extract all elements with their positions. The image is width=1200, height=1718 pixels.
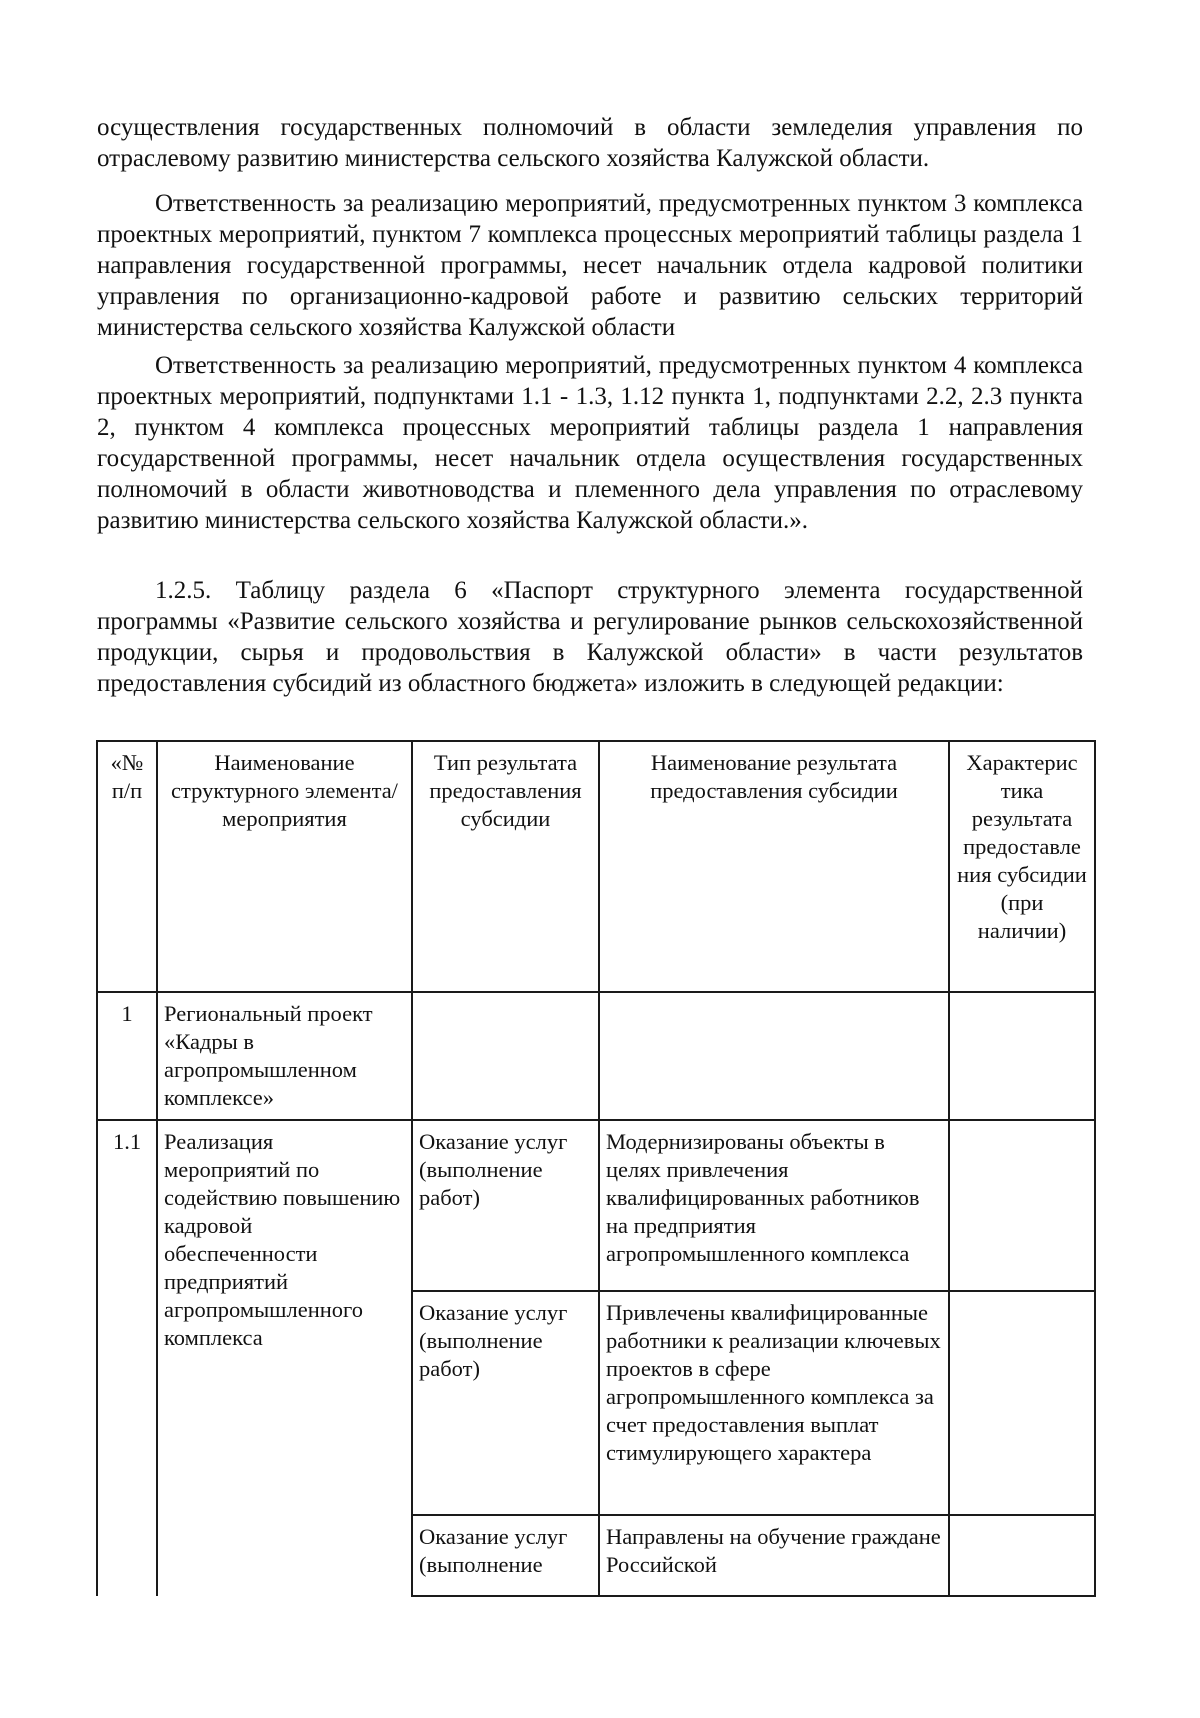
row-element: Региональный проект «Кадры в агропромышленном комплексе» bbox=[157, 992, 412, 1120]
row-characteristic bbox=[949, 1515, 1095, 1596]
header-result-type: Тип результата предоставления субсидии bbox=[412, 741, 599, 992]
row-type bbox=[412, 992, 599, 1120]
subsidy-results-table bbox=[96, 740, 1096, 1597]
table-row bbox=[97, 992, 1095, 1120]
table-header-row bbox=[97, 741, 1095, 992]
row-characteristic bbox=[949, 992, 1095, 1120]
row-type: Оказание услуг (выполнение работ) bbox=[412, 1120, 599, 1291]
paragraph-intro: осуществления государственных полномочий в области земледелия управления по отраслевому развитию министерства сельского хозяйства Калужской области. bbox=[97, 114, 1083, 172]
header-result-name: Наименование результата предоставления субсидии bbox=[599, 741, 949, 992]
row-result bbox=[599, 992, 949, 1120]
header-result-characteristic: Характерис тика результата предоставле ния субсидии (при наличии) bbox=[949, 741, 1095, 992]
table-row bbox=[97, 1120, 1095, 1291]
row-characteristic bbox=[949, 1291, 1095, 1515]
row-number: 1 bbox=[97, 992, 157, 1120]
row-result: Модернизированы объекты в целях привлечения квалифицированных работников на предприятия агропромышленного комплекса bbox=[599, 1120, 949, 1291]
row-type: Оказание услуг (выполнение bbox=[412, 1515, 599, 1596]
row-element: Реализация мероприятий по содействию повышению кадровой обеспеченности предприятий агропромышленного комплекса bbox=[157, 1120, 412, 1596]
row-characteristic bbox=[949, 1120, 1095, 1291]
row-number: 1.1 bbox=[97, 1120, 157, 1596]
row-result: Привлечены квалифицированные работники к реализации ключевых проектов в сфере агропромышленного комплекса за счет предоставления выплат стимулирующего характера bbox=[599, 1291, 949, 1515]
paragraph-responsibility-2: Ответственность за реализацию мероприятий, предусмотренных пунктом 4 комплекса проектных мероприятий, подпунктами 1.1 - 1.3, 1.12 пункта 1, подпунктами 2.2, 2.3 пункта 2, пунктом 4 комплекса процессных мероприятий таблицы раздела 1 направления государственной программы, несет начальник отдела осуществления государственных полномочий в области животноводства и племенного дела управления по отраслевому развитию министерства сельского хозяйства Калужской области.». bbox=[97, 352, 1083, 534]
header-structural-element: Наименование структурного элемента/мероприятия bbox=[157, 741, 412, 992]
row-type: Оказание услуг (выполнение работ) bbox=[412, 1291, 599, 1515]
paragraph-responsibility-1: Ответственность за реализацию мероприятий, предусмотренных пунктом 3 комплекса проектных мероприятий, пунктом 7 комплекса процессных мероприятий таблицы раздела 1 направления государственной программы, несет начальник отдела кадровой политики управления по организационно-кадровой работе и развитию сельских территорий министерства сельского хозяйства Калужской области bbox=[97, 190, 1083, 341]
paragraph-amendment-1-2-5: 1.2.5. Таблицу раздела 6 «Паспорт структурного элемента государственной программы «Развитие сельского хозяйства и регулирование рынков сельскохозяйственной продукции, сырья и продовольствия в Калужской области» в части результатов предоставления субсидий из областного бюджета» изложить в следующей редакции: bbox=[97, 577, 1083, 697]
header-number: «№ п/п bbox=[97, 741, 157, 992]
row-result: Направлены на обучение граждане Российской bbox=[599, 1515, 949, 1596]
